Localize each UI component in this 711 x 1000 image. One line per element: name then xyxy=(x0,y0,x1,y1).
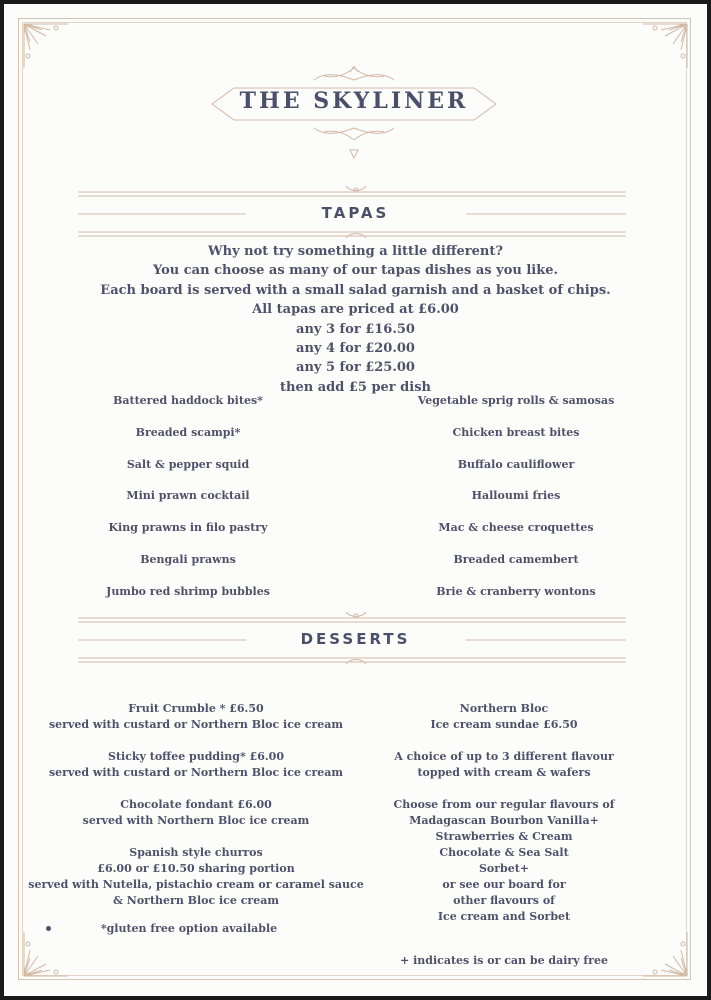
tapas-list-left xyxy=(38,393,338,616)
tapas-item: Breaded camembert xyxy=(453,552,579,566)
tapas-price-line: then add £5 per dish xyxy=(280,379,431,395)
tapas-intro xyxy=(4,242,707,397)
tapas-price-line: any 3 for £16.50 xyxy=(296,321,415,337)
dessert-item xyxy=(26,797,366,829)
tapas-price-line: any 4 for £20.00 xyxy=(296,341,415,357)
menu-page xyxy=(4,4,707,996)
tapas-intro-line: Why not try something a little different? xyxy=(208,244,503,259)
tapas-item: Jumbo red shrimp bubbles xyxy=(106,584,270,598)
dessert-line: Spanish style churros xyxy=(129,846,263,859)
dessert-item xyxy=(334,749,674,781)
dessert-line: Ice cream sundae £6.50 xyxy=(430,718,578,731)
corner-ornament-top-right xyxy=(635,16,695,76)
restaurant-title: THE SKYLINER xyxy=(239,88,469,114)
desserts-list-left xyxy=(26,701,366,925)
tapas-item: Brie & cranberry wontons xyxy=(436,584,596,598)
tapas-item: Salt & pepper squid xyxy=(126,457,250,471)
title-frame xyxy=(204,66,504,166)
dessert-line: Sorbet+ xyxy=(478,862,530,875)
dessert-line: £6.00 or £10.50 sharing portion xyxy=(97,862,295,875)
tapas-item: Battered haddock bites* xyxy=(113,394,263,407)
dessert-line: Northern Bloc xyxy=(459,702,549,715)
dessert-item xyxy=(26,749,366,781)
dessert-line: served with Nutella, pistachio cream or caramel sauce xyxy=(28,878,364,891)
tapas-item: King prawns in filo pastry xyxy=(108,521,268,535)
dessert-line: Choose from our regular flavours of xyxy=(393,798,615,811)
tapas-item: Halloumi fries xyxy=(471,489,561,503)
tapas-intro-line: Each board is served with a small salad garnish and a basket of chips. xyxy=(100,282,611,298)
corner-ornament-top-left xyxy=(16,16,76,76)
dairy-free-note: + indicates is or can be dairy free xyxy=(400,954,608,967)
dessert-item xyxy=(26,845,366,909)
dessert-line: topped with cream & wafers xyxy=(417,766,591,779)
tapas-intro-line: You can choose as many of our tapas dishes as you like. xyxy=(152,263,559,279)
dessert-line: other flavours of xyxy=(453,894,555,907)
dessert-line: Madagascan Bourbon Vanilla+ xyxy=(409,814,599,827)
dessert-line: or see our board for xyxy=(442,878,566,891)
dessert-item xyxy=(334,701,674,733)
tapas-item: Bengali prawns xyxy=(140,552,236,566)
dessert-line: served with custard or Northern Bloc ice cream xyxy=(48,718,344,731)
tapas-list-right xyxy=(366,393,666,616)
tapas-item: Mini prawn cocktail xyxy=(126,489,250,503)
tapas-heading: TAPAS xyxy=(321,204,390,222)
tapas-price-line: any 5 for £25.00 xyxy=(296,360,415,376)
gluten-free-note: *gluten free option available xyxy=(100,922,278,935)
dessert-line: Fruit Crumble * £6.50 xyxy=(128,702,264,715)
dessert-line: Chocolate & Sea Salt xyxy=(439,846,569,859)
desserts-heading: DESSERTS xyxy=(300,630,411,648)
dessert-line: served with custard or Northern Bloc ice cream xyxy=(48,766,344,779)
dessert-line: Chocolate fondant £6.00 xyxy=(120,798,272,811)
tapas-item: Vegetable sprig rolls & samosas xyxy=(417,394,615,407)
dessert-line: Sticky toffee pudding* £6.00 xyxy=(108,750,284,763)
tapas-item: Buffalo cauliflower xyxy=(457,457,575,471)
tapas-item: Breaded scampi* xyxy=(135,425,241,439)
dessert-line: Strawberries & Cream xyxy=(435,830,573,843)
dessert-line: A choice of up to 3 different flavour xyxy=(394,750,614,763)
tapas-item: Mac & cheese croquettes xyxy=(438,521,594,535)
dessert-item xyxy=(26,701,366,733)
dessert-line: Ice cream and Sorbet xyxy=(437,910,571,923)
dessert-item xyxy=(334,797,674,925)
tapas-item: Chicken breast bites xyxy=(452,425,580,439)
tapas-price-line: All tapas are priced at £6.00 xyxy=(252,302,459,318)
dessert-line: served with Northern Bloc ice cream xyxy=(82,814,310,827)
title-ornament-icon xyxy=(204,66,504,166)
dessert-line: & Northern Bloc ice cream xyxy=(113,894,279,907)
desserts-list-right xyxy=(334,701,674,941)
